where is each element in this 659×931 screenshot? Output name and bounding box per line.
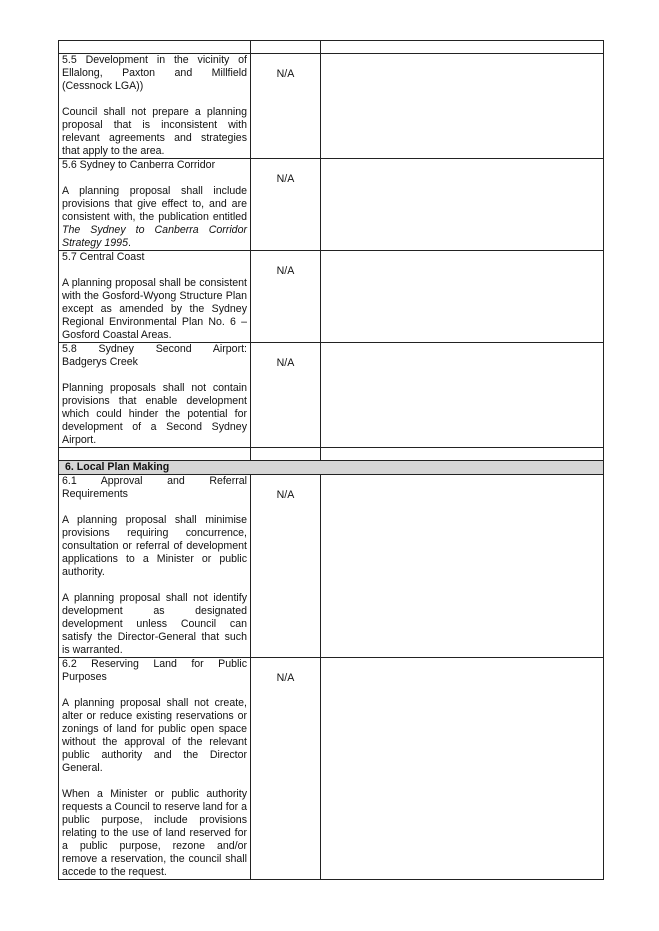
direction-heading: Badgerys Creek (62, 356, 138, 368)
section-title: 6. Local Plan Making (65, 461, 170, 473)
direction-cell-5-6 (59, 159, 251, 251)
direction-heading: Requirements (62, 488, 128, 500)
direction-heading: Purposes (62, 671, 107, 683)
status-text: N/A (276, 173, 295, 185)
blank-cell (321, 448, 604, 461)
section-heading-row (59, 461, 604, 475)
table-row-blank-top (59, 41, 604, 54)
direction-heading: 6.2 Reserving Land for Public (62, 658, 247, 670)
direction-body: Planning proposals shall not contain provisions that enable development which could hinder the potential for development of a Second Sydney Airport. (62, 382, 247, 446)
direction-body: Council shall not prepare a planning proposal that is inconsistent with relevant agreements and strategies that apply to the area. (62, 106, 247, 157)
direction-heading: (Cessnock LGA)) (62, 80, 144, 92)
status-cell (251, 475, 321, 658)
direction-cell-5-5 (59, 54, 251, 159)
status-cell (251, 251, 321, 343)
direction-heading: 5.5 Development in the vicinity of (62, 54, 247, 66)
comment-cell (321, 159, 604, 251)
direction-body: A planning proposal shall include provisions that give effect to, and are consistent with, the publication entitled The Sydney to Canberra Corridor Strategy 1995. (62, 185, 247, 249)
table-row-5-5 (59, 54, 604, 159)
direction-heading: 5.8 Sydney Second Airport: (62, 343, 247, 355)
status-cell (251, 658, 321, 880)
status-cell (251, 159, 321, 251)
blank-cell (321, 41, 604, 54)
blank-cell (59, 448, 251, 461)
direction-cell-6-2 (59, 658, 251, 880)
table-row-6-2 (59, 658, 604, 880)
direction-body: A planning proposal shall be consistent with the Gosford-Wyong Structure Plan except as amended by the Sydney Regional Environmental Plan No. 6 – Gosford Coastal Areas. (62, 277, 247, 341)
table-row-5-8 (59, 343, 604, 448)
blank-cell (251, 448, 321, 461)
direction-compliance-table (58, 40, 604, 880)
direction-heading: 5.6 Sydney to Canberra Corridor (62, 159, 216, 171)
publication-title: The Sydney to Canberra Corridor Strategy 1995 (62, 224, 247, 249)
comment-cell (321, 658, 604, 880)
blank-cell (59, 41, 251, 54)
comment-cell (321, 54, 604, 159)
direction-body: A planning proposal shall minimise provisions requiring concurrence, consultation or referral of development applications to a Minister or public authority. (62, 514, 247, 578)
table-row-6-1 (59, 475, 604, 658)
table-row-5-6 (59, 159, 604, 251)
status-text: N/A (276, 489, 295, 501)
status-text: N/A (276, 357, 295, 369)
comment-cell (321, 475, 604, 658)
direction-heading: Ellalong, Paxton and Millfield (62, 67, 247, 79)
direction-cell-6-1 (59, 475, 251, 658)
status-cell (251, 54, 321, 159)
status-text: N/A (276, 672, 295, 684)
direction-cell-5-7 (59, 251, 251, 343)
direction-cell-5-8 (59, 343, 251, 448)
direction-heading: 6.1 Approval and Referral (62, 475, 247, 487)
status-text: N/A (276, 265, 295, 277)
table-row-5-7 (59, 251, 604, 343)
comment-cell (321, 343, 604, 448)
status-cell (251, 343, 321, 448)
status-text: N/A (276, 68, 295, 80)
direction-body: When a Minister or public authority requests a Council to reserve land for a public purpose, include provisions relating to the use of land reserved for a public purpose, rezone and/or remove a reservation, the council shall accede to the request. (62, 788, 247, 878)
table-row-blank (59, 448, 604, 461)
direction-body: A planning proposal shall not create, alter or reduce existing reservations or zonings of land for public open space without the approval of the relevant public authority and the Director General. (62, 697, 247, 774)
blank-cell (251, 41, 321, 54)
section-heading (59, 461, 604, 475)
direction-body: A planning proposal shall not identify development as designated development unless Council can satisfy the Director-General that such is warranted. (62, 592, 247, 656)
comment-cell (321, 251, 604, 343)
direction-heading: 5.7 Central Coast (62, 251, 145, 263)
